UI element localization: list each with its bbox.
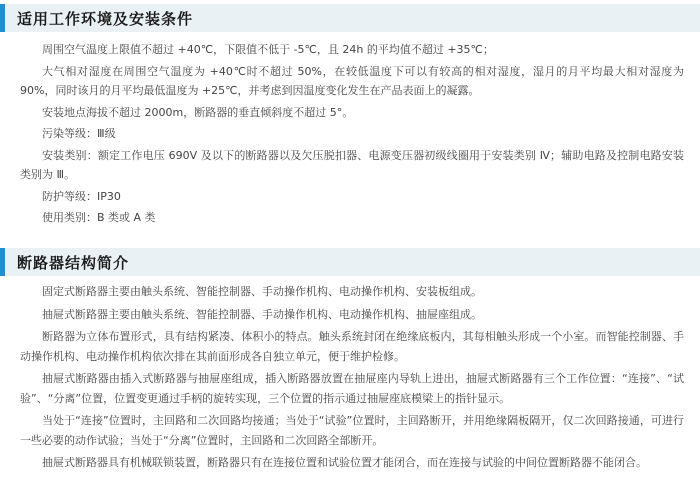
section-header-structure [0,248,700,276]
paragraph-install-category: 安装类别：额定工作电压 690V 及以下的断路器以及欠压脱扣器、电源变压器初级线圈用于安装类别 Ⅳ；辅助电路及控制电路安装类别为 Ⅲ。 [20,148,684,181]
paragraph-fixed-breaker: 固定式断路器主要由触头系统、智能控制器、手动操作机构、电动操作机构、安装板组成。 [42,285,482,298]
paragraph-altitude: 安装地点海拔不超过 2000m，断路器的垂直倾斜度不超过 5°。 [42,105,354,119]
paragraph-interlock: 抽屉式断路器具有机械联锁装置，断路器只有在连接位置和试验位置才能闭合，而在连接与试验的中间位置断路器不能闭合。 [42,456,647,469]
paragraph-position-states: 当处于“连接”位置时，主回路和二次回路均接通；当处于“试验”位置时，主回路断开，并用绝缘隔板隔开，仅二次回路接通，可进行一些必要的动作试验；当处于“分离”位置时，主回路和二次回路全部断开。 [20,414,684,447]
paragraph-protection: 防护等级：IP30 [42,189,121,203]
header-accent-bar [0,248,5,276]
section-title: 适用工作环境及安装条件 [17,9,194,28]
paragraph-drawout-positions: 抽屉式断路器由插入式断路器与抽屉座组成，插入断路器放置在抽屉座内导轨上进出，抽屉式断路器有三个工作位置：“连接”、“试验”、“分离”位置，位置变更通过手柄的旋转实现，三个位置的指示通过抽屉座底模梁上的指针显示。 [20,372,684,405]
section-title: 断路器结构简介 [17,253,130,272]
paragraph-temperature: 周围空气温度上限值不超过 +40℃，下限值不低于 -5℃，且 24h 的平均值不超过 +35℃； [42,43,494,56]
header-accent-bar [0,4,5,32]
paragraph-humidity: 大气相对湿度在周围空气温度为 +40℃时不超过 50%，在较低温度下可以有较高的相对湿度，湿月的月平均最大相对湿度为 90%，同时该月的月平均最低温度为 +25℃，并考虑到因温度变化发生在产品表面上的凝露。 [20,64,684,97]
paragraph-layout: 断路器为立体布置形式，具有结构紧凑、体积小的特点。触头系统封闭在绝缘底板内，其每相触头形成一个小室。而智能控制器、手动操作机构、电动操作机构依次排在其前面形成各自独立单元，便于维护检修。 [20,330,684,363]
paragraph-drawout-breaker: 抽屉式断路器主要由触头系统、智能控制器、手动操作机构、电动操作机构、抽屉座组成。 [42,307,482,321]
section-body-structure [0,282,700,476]
paragraph-pollution: 污染等级：Ⅲ级 [42,127,116,140]
section-header-environment [0,4,700,32]
paragraph-usage-category: 使用类别：B 类或 A 类 [42,211,156,224]
section-body-environment [0,40,700,230]
